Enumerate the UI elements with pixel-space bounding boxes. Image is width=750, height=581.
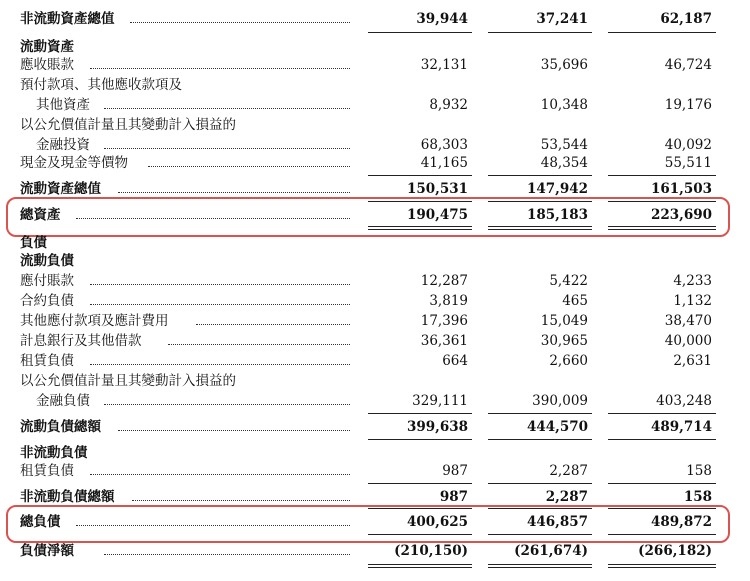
- value-col1: 17,396: [420, 313, 468, 329]
- value-col3: 38,470: [664, 313, 712, 329]
- row-fvtpl-assets-line1: [0, 114, 750, 136]
- row-label: 應收賬款: [20, 57, 74, 73]
- double-underline-col2: [488, 226, 592, 230]
- row-label: 非流動負債總額: [20, 489, 115, 505]
- value-col3: 2,631: [673, 353, 712, 369]
- underline-col3: [608, 413, 716, 414]
- row-label: 非流動資產總值: [20, 11, 115, 27]
- value-col1: 190,475: [406, 207, 468, 223]
- row-prepayments-line1: [0, 74, 750, 96]
- value-col3: (266,182): [638, 543, 712, 559]
- value-col3: 55,511: [664, 155, 712, 171]
- value-col2: 10,348: [540, 97, 588, 113]
- dot-leader: [90, 304, 350, 305]
- underline-col2: [488, 32, 592, 33]
- row-total-assets: [0, 204, 750, 226]
- value-col2: 30,965: [540, 333, 588, 349]
- dot-leader: [76, 525, 350, 526]
- row-label: 其他應付款項及應計費用: [20, 313, 169, 329]
- underline-col2: [488, 483, 592, 484]
- dot-leader: [90, 364, 350, 365]
- value-col1: 36,361: [420, 333, 468, 349]
- value-col1: 41,165: [420, 155, 468, 171]
- row-label: 預付款項、其他應收款項及: [20, 77, 182, 93]
- value-col1: 32,131: [420, 57, 468, 73]
- value-col2: 2,287: [549, 463, 588, 479]
- row-nc-lease-liabilities: [0, 460, 750, 482]
- row-contract-liabilities: [0, 290, 750, 312]
- row-label: 總負債: [20, 514, 61, 530]
- value-col2: 2,287: [545, 489, 588, 505]
- underline-col3: [608, 32, 716, 33]
- value-col1: 12,287: [420, 273, 468, 289]
- value-col3: 1,132: [673, 293, 712, 309]
- underline-col1: [368, 439, 472, 440]
- value-col2: 465: [562, 293, 588, 309]
- row-label: 合約負債: [20, 293, 74, 309]
- double-underline-col1: [368, 226, 472, 230]
- dot-leader: [118, 192, 350, 193]
- value-col3: 40,000: [664, 333, 712, 349]
- row-trade-payables: [0, 270, 750, 292]
- row-label: 流動資產總值: [20, 181, 101, 197]
- row-label: 現金及現金等價物: [20, 155, 128, 171]
- row-current-liabilities-header: [0, 250, 750, 272]
- row-label: 計息銀行及其他借款: [20, 333, 142, 349]
- value-col1: 39,944: [416, 11, 468, 27]
- row-label: 以公允價值計量且其變動計入損益的: [20, 117, 236, 133]
- row-other-payables: [0, 310, 750, 332]
- value-col2: 37,241: [536, 11, 588, 27]
- double-underline-col3: [608, 226, 716, 230]
- row-fvtpl-liab-line2: [0, 390, 750, 412]
- value-col2: 446,857: [526, 514, 588, 530]
- row-cash: [0, 152, 750, 174]
- value-col1: 150,531: [406, 181, 468, 197]
- underline-col2: [488, 534, 592, 535]
- value-col1: 987: [439, 489, 468, 505]
- row-label: 金融負債: [36, 393, 90, 409]
- underline-col3: [608, 439, 716, 440]
- dot-leader: [118, 430, 350, 431]
- row-label: 流動負債總額: [20, 419, 101, 435]
- dot-leader: [130, 22, 350, 23]
- value-col2: 185,183: [526, 207, 588, 223]
- value-col1: 399,638: [406, 419, 468, 435]
- dot-leader: [104, 404, 350, 405]
- section-heading: 非流動負債: [20, 445, 88, 461]
- underline-col1: [368, 175, 472, 176]
- dot-leader: [148, 166, 350, 167]
- value-col3: 62,187: [660, 11, 712, 27]
- underline-col1: [368, 483, 472, 484]
- row-label: 總資產: [20, 207, 61, 223]
- row-trade-receivables: [0, 54, 750, 76]
- value-col2: 5,422: [549, 273, 588, 289]
- dot-leader: [104, 554, 350, 555]
- value-col3: 161,503: [650, 181, 712, 197]
- underline-col1: [368, 413, 472, 414]
- value-col3: 489,872: [650, 514, 712, 530]
- section-heading: 負債: [20, 235, 47, 251]
- value-col2: 35,696: [540, 57, 588, 73]
- row-lease-liabilities: [0, 350, 750, 372]
- row-prepayments-line2: [0, 94, 750, 116]
- value-col3: 4,233: [673, 273, 712, 289]
- value-col1: 987: [442, 463, 468, 479]
- dot-leader: [168, 344, 350, 345]
- section-heading: 流動資產: [20, 39, 74, 55]
- row-label: 應付賬款: [20, 273, 74, 289]
- value-col3: 158: [686, 463, 712, 479]
- value-col2: 2,660: [549, 353, 588, 369]
- value-col2: 48,354: [540, 155, 588, 171]
- row-borrowings: [0, 330, 750, 352]
- value-col1: 3,819: [429, 293, 468, 309]
- row-label: 負債淨額: [20, 543, 74, 559]
- underline-col1: [368, 534, 472, 535]
- row-label: 租賃負債: [20, 353, 74, 369]
- value-col1: 329,111: [412, 393, 468, 409]
- double-underline-col1: [368, 564, 472, 568]
- value-col2: 390,009: [532, 393, 588, 409]
- value-col3: 158: [683, 489, 712, 505]
- value-col2: (261,674): [514, 543, 588, 559]
- value-col3: 19,176: [664, 97, 712, 113]
- value-col2: 15,049: [540, 313, 588, 329]
- row-non-current-assets-total: [0, 8, 750, 30]
- value-col3: 46,724: [664, 57, 712, 73]
- underline-col3: [608, 483, 716, 484]
- row-total-liabilities: [0, 511, 750, 533]
- value-col1: 68,303: [420, 137, 468, 153]
- dot-leader: [132, 500, 350, 501]
- underline-col3: [608, 534, 716, 535]
- row-label: 租賃負債: [20, 463, 74, 479]
- value-col3: 40,092: [664, 137, 712, 153]
- value-col3: 223,690: [650, 207, 712, 223]
- underline-col2: [488, 413, 592, 414]
- row-label: 金融投資: [36, 137, 90, 153]
- double-underline-col3: [608, 564, 716, 568]
- value-col1: 400,625: [406, 514, 468, 530]
- dot-leader: [90, 474, 350, 475]
- row-current-liabilities-total: [0, 416, 750, 438]
- underline-col3: [608, 175, 716, 176]
- dot-leader: [104, 108, 350, 109]
- dot-leader: [90, 68, 350, 69]
- underline-col2: [488, 175, 592, 176]
- underline-col2: [488, 439, 592, 440]
- row-label: 以公允價值計量且其變動計入損益的: [20, 373, 236, 389]
- dot-leader: [104, 148, 350, 149]
- row-net-liabilities: [0, 540, 750, 562]
- row-label: 其他資產: [36, 97, 90, 113]
- row-fvtpl-liab-line1: [0, 370, 750, 392]
- section-heading: 流動負債: [20, 253, 74, 269]
- value-col3: 403,248: [656, 393, 712, 409]
- value-col2: 444,570: [526, 419, 588, 435]
- underline-col1: [368, 32, 472, 33]
- dot-leader: [90, 284, 350, 285]
- dot-leader: [76, 218, 350, 219]
- value-col1: (210,150): [394, 543, 468, 559]
- value-col1: 8,932: [429, 97, 468, 113]
- double-underline-col2: [488, 564, 592, 568]
- value-col3: 489,714: [650, 419, 712, 435]
- dot-leader: [196, 324, 350, 325]
- value-col1: 664: [442, 353, 468, 369]
- value-col2: 53,544: [540, 137, 588, 153]
- value-col2: 147,942: [526, 181, 588, 197]
